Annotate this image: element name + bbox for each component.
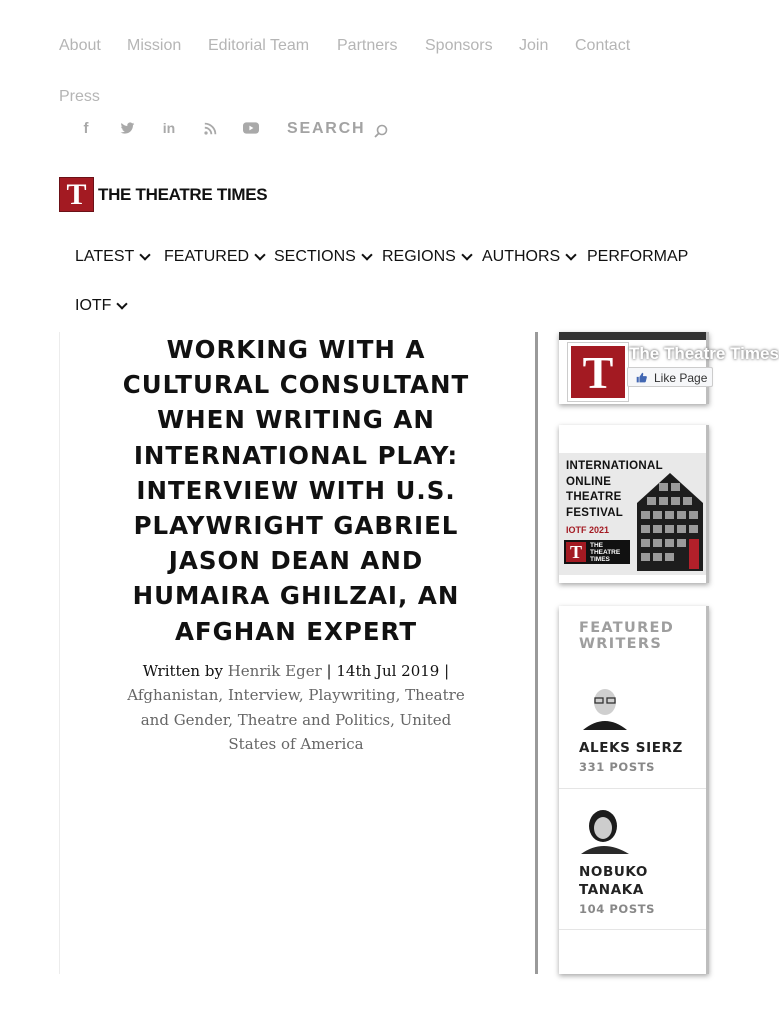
iotf-year: IOTF 2021 — [566, 525, 610, 535]
youtube-icon[interactable] — [241, 118, 261, 138]
top-link-editorial-team[interactable]: Editorial Team — [208, 37, 310, 54]
featured-writers-title: FEATURED WRITERS — [579, 620, 675, 652]
author-link[interactable]: Henrik Eger — [227, 661, 322, 680]
nav-item-label: SECTIONS — [274, 248, 356, 265]
top-link-sponsors[interactable]: Sponsors — [425, 37, 493, 54]
article-meta: Written by Henrik Eger | 14th Jul 2019 | Afghanistan, Interview, Playwriting, Theatre and Gender, Theatre and Politics, United States of America — [127, 661, 465, 754]
writer-name: ALEKS SIERZ — [579, 740, 683, 756]
site-logo[interactable] — [59, 177, 267, 212]
writer-avatar — [579, 806, 631, 854]
writer-post-count: 331 POSTS — [579, 760, 656, 774]
twitter-icon[interactable] — [117, 118, 137, 138]
like-page-button[interactable] — [627, 367, 713, 387]
chevron-down-icon — [361, 249, 372, 260]
iotf-banner-widget[interactable] — [559, 425, 709, 583]
iotf-title: INTERNATIONAL ONLINE THEATRE FESTIVAL — [566, 460, 663, 519]
category-link[interactable]: United States of America — [228, 710, 452, 754]
category-link[interactable]: Theatre and Gender — [140, 686, 465, 729]
article-title: WORKING WITH A CULTURAL CONSULTANT WHEN WRITING AN INTERNATIONAL PLAY: INTERVIEW WITH U.S. PLAYWRIGHT GABRIEL JASON DEAN AND HUMAIRA GHILZAI, AN AFGHAN EXPERT — [122, 335, 470, 646]
writer-divider — [559, 788, 706, 789]
thumbs-up-icon — [636, 372, 647, 383]
top-link-join[interactable]: Join — [519, 37, 549, 54]
top-link-mission[interactable]: Mission — [127, 37, 182, 54]
widget-cover-strip — [559, 332, 706, 340]
facebook-page-name[interactable]: The Theatre Times — [629, 344, 779, 363]
top-link-partners[interactable]: Partners — [337, 37, 398, 54]
nav-item-regions[interactable] — [382, 248, 471, 266]
meta-separator: | — [444, 661, 450, 680]
iotf-logo — [564, 540, 630, 564]
content-divider — [59, 332, 60, 974]
search-label[interactable]: SEARCH — [287, 120, 366, 137]
category-link[interactable]: Interview — [227, 686, 299, 705]
nav-item-label: FEATURED — [164, 248, 250, 265]
nav-item-label: REGIONS — [382, 248, 456, 265]
featured-writers-widget — [559, 606, 709, 974]
search-icon[interactable] — [372, 123, 390, 141]
nav-item-performap[interactable] — [587, 248, 688, 266]
facebook-page-widget — [559, 332, 779, 404]
category-link[interactable]: Afghanistan — [127, 686, 219, 705]
category-link[interactable]: Theatre and Politics — [237, 710, 391, 729]
iotf-logo-mark: T — [566, 542, 586, 562]
top-link-about[interactable]: About — [59, 37, 101, 54]
logo-mark: T — [59, 177, 94, 212]
nav-item-sections[interactable] — [274, 248, 371, 266]
linkedin-icon[interactable] — [159, 118, 179, 138]
chevron-down-icon — [117, 298, 128, 309]
category-link[interactable]: Playwriting — [308, 686, 396, 705]
iotf-logo-text: THE THEATRE TIMES — [590, 541, 621, 563]
nav-item-label: PERFORMAP — [587, 248, 689, 265]
writer-divider — [559, 929, 706, 930]
writer-card[interactable] — [579, 806, 704, 916]
facebook-page-logo[interactable]: T — [568, 343, 628, 401]
article-date: 14th Jul 2019 — [336, 661, 440, 680]
chevron-down-icon — [461, 249, 472, 260]
facebook-icon[interactable] — [76, 118, 96, 138]
writer-avatar — [579, 682, 631, 730]
nav-item-label: LATEST — [75, 248, 135, 265]
nav-item-label: AUTHORS — [482, 248, 561, 265]
house-collage-image — [637, 473, 703, 571]
meta-separator: | — [326, 661, 332, 680]
facebook-glyph: f — [83, 119, 89, 137]
nav-item-featured[interactable] — [164, 248, 264, 266]
article-header — [110, 332, 482, 757]
top-link-press[interactable]: Press — [59, 88, 100, 105]
linkedin-glyph: in — [162, 120, 176, 136]
logo-text: THE THEATRE TIMES — [98, 184, 268, 204]
chevron-down-icon — [566, 249, 577, 260]
writer-post-count: 104 POSTS — [579, 902, 656, 916]
rss-icon[interactable] — [200, 118, 220, 138]
iotf-banner — [559, 453, 706, 575]
writer-card[interactable] — [579, 682, 704, 774]
chevron-down-icon — [254, 249, 265, 260]
nav-item-iotf[interactable] — [75, 297, 126, 315]
written-by-label: Written by — [142, 661, 223, 680]
chevron-down-icon — [140, 249, 151, 260]
like-page-label: Like Page — [654, 371, 708, 385]
writer-name: NOBUKO TANAKA — [579, 864, 648, 898]
sidebar-divider — [535, 332, 538, 974]
nav-item-label: IOTF — [75, 297, 112, 314]
top-link-contact[interactable]: Contact — [575, 37, 631, 54]
nav-item-authors[interactable] — [482, 248, 575, 266]
nav-item-latest[interactable] — [75, 248, 149, 266]
